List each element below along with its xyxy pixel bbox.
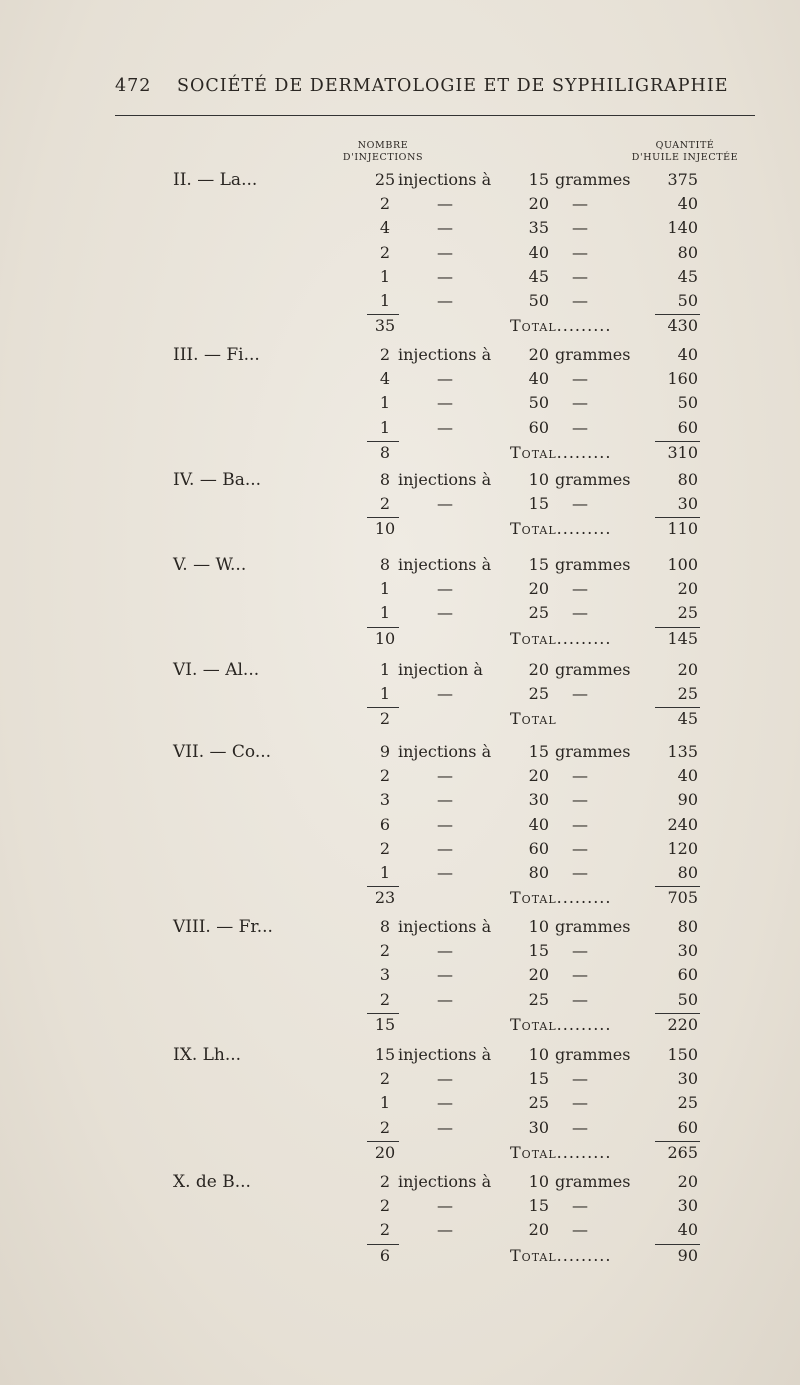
patient-label: VIII. — Fr... <box>173 917 273 937</box>
injection-count: 1 <box>379 291 391 310</box>
ditto-mark: — <box>572 266 588 286</box>
injection-dose: 20 <box>528 345 549 364</box>
table-row <box>0 555 800 579</box>
ditto-mark: — <box>572 1093 588 1113</box>
patient-label: V. — W... <box>173 555 247 575</box>
ditto-mark: — <box>572 1196 588 1216</box>
dose-unit: grammes <box>555 170 631 189</box>
ditto-mark: — <box>437 1093 453 1113</box>
injection-dose: 15 <box>528 742 549 761</box>
sum-rule <box>367 1244 399 1245</box>
table-row <box>0 1220 800 1244</box>
patient-label: VII. — Co... <box>173 742 272 762</box>
total-row <box>0 443 800 467</box>
sum-rule <box>367 1013 399 1014</box>
injection-dose: 50 <box>528 291 549 310</box>
ditto-mark: — <box>572 838 588 858</box>
oil-quantity: 25 <box>677 684 698 704</box>
patient-label: IV. — Ba... <box>173 470 262 490</box>
injection-count: 2 <box>379 1172 391 1191</box>
total-row <box>0 1143 800 1167</box>
ditto-mark: — <box>572 218 588 238</box>
injection-count: 8 <box>379 470 391 489</box>
table-row <box>0 815 800 839</box>
sum-rule <box>367 314 399 315</box>
ditto-mark: — <box>572 965 588 985</box>
injection-dose: 45 <box>528 266 549 286</box>
oil-quantity: 20 <box>677 1172 698 1191</box>
total-count: 15 <box>374 1014 396 1034</box>
ditto-mark: — <box>437 579 453 599</box>
oil-quantity: 40 <box>677 766 698 786</box>
total-quantity: 265 <box>667 1142 698 1162</box>
ditto-mark: — <box>437 417 453 437</box>
injection-count: 2 <box>379 194 391 214</box>
injection-kind: injections à <box>398 555 492 574</box>
total-quantity: 310 <box>667 442 698 462</box>
injection-count: 1 <box>379 603 391 623</box>
injection-dose: 15 <box>528 1069 549 1089</box>
injection-dose: 40 <box>528 369 549 389</box>
ditto-mark: — <box>572 242 588 262</box>
injection-dose: 20 <box>528 766 549 786</box>
dose-unit: grammes <box>555 917 631 936</box>
injection-count: 2 <box>379 1220 391 1240</box>
injection-count: 1 <box>379 1093 391 1113</box>
injection-count: 1 <box>379 579 391 599</box>
patient-label: VI. — Al... <box>173 660 260 680</box>
total-label: Total......... <box>510 1142 612 1162</box>
oil-quantity: 240 <box>667 814 698 834</box>
injection-count: 2 <box>379 766 391 786</box>
injection-count: 15 <box>374 1045 396 1064</box>
injection-dose: 35 <box>528 218 549 238</box>
injection-count: 4 <box>379 218 391 238</box>
table-row <box>0 742 800 766</box>
total-label: Total......... <box>510 316 612 336</box>
column-header-quantity-line1: QUANTITÉ <box>655 140 715 151</box>
injection-dose: 25 <box>528 1093 549 1113</box>
injection-dose: 15 <box>528 941 549 961</box>
ditto-mark: — <box>437 242 453 262</box>
ditto-mark: — <box>437 863 453 882</box>
injection-count: 2 <box>379 989 391 1009</box>
table-row <box>0 917 800 941</box>
sum-rule <box>367 1141 399 1142</box>
ditto-mark: — <box>572 603 588 623</box>
total-count: 10 <box>374 628 396 648</box>
injection-count: 1 <box>379 684 391 704</box>
injection-dose: 40 <box>528 242 549 262</box>
total-row <box>0 888 800 912</box>
total-label: Total......... <box>510 442 612 462</box>
injection-dose: 10 <box>528 1045 549 1064</box>
oil-quantity: 140 <box>667 218 698 238</box>
patient-label: II. — La... <box>173 170 258 190</box>
column-header-count-line1: NOMBRE <box>357 140 409 151</box>
table-row <box>0 267 800 291</box>
total-label: Total......... <box>510 888 612 908</box>
ditto-mark: — <box>437 494 453 514</box>
dose-unit: grammes <box>555 470 631 489</box>
oil-quantity: 80 <box>677 863 698 882</box>
patient-label: X. de B... <box>173 1172 251 1192</box>
dose-unit: grammes <box>555 1045 631 1064</box>
table-row <box>0 684 800 708</box>
table-row <box>0 863 800 887</box>
total-label: Total <box>510 709 557 729</box>
injection-dose: 50 <box>528 393 549 413</box>
table-row <box>0 660 800 684</box>
table-row <box>0 990 800 1014</box>
injection-dose: 20 <box>528 660 549 679</box>
dose-unit: grammes <box>555 742 631 761</box>
ditto-mark: — <box>437 965 453 985</box>
total-count: 8 <box>379 442 391 462</box>
injection-count: 25 <box>374 170 396 189</box>
injection-count: 3 <box>379 790 391 810</box>
column-header-quantity <box>610 140 760 164</box>
sum-rule <box>655 1244 700 1245</box>
table-row <box>0 1093 800 1117</box>
ditto-mark: — <box>437 684 453 704</box>
table-row <box>0 766 800 790</box>
total-count: 10 <box>374 519 396 539</box>
running-title: SOCIÉTÉ DE DERMATOLOGIE ET DE SYPHILIGRAPHIE <box>177 76 729 96</box>
oil-quantity: 40 <box>677 194 698 214</box>
injection-dose: 15 <box>528 170 549 189</box>
table-row <box>0 369 800 393</box>
ditto-mark: — <box>437 266 453 286</box>
injection-count: 2 <box>379 1069 391 1089</box>
injection-kind: injections à <box>398 345 492 364</box>
injection-count: 2 <box>379 494 391 514</box>
injection-dose: 20 <box>528 579 549 599</box>
injection-count: 2 <box>379 941 391 961</box>
injection-count: 2 <box>379 345 391 364</box>
total-quantity: 145 <box>667 628 698 648</box>
ditto-mark: — <box>437 194 453 214</box>
ditto-mark: — <box>437 1117 453 1137</box>
ditto-mark: — <box>437 393 453 413</box>
injection-dose: 20 <box>528 965 549 985</box>
injection-count: 2 <box>379 242 391 262</box>
total-row <box>0 709 800 733</box>
oil-quantity: 100 <box>667 555 698 574</box>
injection-kind: injections à <box>398 170 492 189</box>
column-header-quantity-line2: D'HUILE INJECTÉE <box>631 152 739 163</box>
oil-quantity: 30 <box>677 1196 698 1216</box>
table-row <box>0 218 800 242</box>
patient-label: IX. Lh... <box>173 1045 242 1065</box>
ditto-mark: — <box>437 1069 453 1089</box>
injection-kind: injections à <box>398 470 492 489</box>
ditto-mark: — <box>572 941 588 961</box>
injection-dose: 20 <box>528 1220 549 1240</box>
oil-quantity: 50 <box>677 989 698 1009</box>
oil-quantity: 375 <box>667 170 698 189</box>
injection-count: 1 <box>379 863 391 882</box>
sum-rule <box>655 1141 700 1142</box>
sum-rule <box>655 441 700 442</box>
total-count: 6 <box>379 1245 391 1265</box>
total-quantity: 110 <box>667 519 698 539</box>
ditto-mark: — <box>437 218 453 238</box>
ditto-mark: — <box>572 684 588 704</box>
injection-count: 3 <box>379 965 391 985</box>
injection-dose: 10 <box>528 1172 549 1191</box>
injection-dose: 15 <box>528 494 549 514</box>
ditto-mark: — <box>437 1196 453 1216</box>
ditto-mark: — <box>437 941 453 961</box>
table-row <box>0 1069 800 1093</box>
sum-rule <box>367 517 399 518</box>
injection-dose: 30 <box>528 1117 549 1137</box>
ditto-mark: — <box>572 194 588 214</box>
oil-quantity: 30 <box>677 494 698 514</box>
injection-dose: 10 <box>528 917 549 936</box>
oil-quantity: 40 <box>677 345 698 364</box>
header-rule <box>115 115 755 116</box>
injection-count: 6 <box>379 814 391 834</box>
total-quantity: 220 <box>667 1014 698 1034</box>
injection-dose: 25 <box>528 989 549 1009</box>
table-row <box>0 1172 800 1196</box>
running-header <box>115 76 729 102</box>
oil-quantity: 45 <box>677 266 698 286</box>
sum-rule <box>655 517 700 518</box>
ditto-mark: — <box>437 989 453 1009</box>
total-label: Total......... <box>510 1014 612 1034</box>
ditto-mark: — <box>572 790 588 810</box>
total-quantity: 430 <box>667 316 698 336</box>
sum-rule <box>367 627 399 628</box>
oil-quantity: 20 <box>677 660 698 679</box>
ditto-mark: — <box>572 291 588 310</box>
table-row <box>0 790 800 814</box>
table-row <box>0 965 800 989</box>
total-label: Total......... <box>510 1245 612 1265</box>
table-row <box>0 470 800 494</box>
injection-kind: injections à <box>398 742 492 761</box>
injection-count: 8 <box>379 555 391 574</box>
ditto-mark: — <box>437 603 453 623</box>
injection-count: 2 <box>379 838 391 858</box>
oil-quantity: 160 <box>667 369 698 389</box>
total-quantity: 45 <box>677 709 698 729</box>
total-row <box>0 519 800 543</box>
total-count: 2 <box>379 709 391 729</box>
table-row <box>0 243 800 267</box>
table-row <box>0 1045 800 1069</box>
ditto-mark: — <box>572 1220 588 1240</box>
ditto-mark: — <box>572 1117 588 1137</box>
injection-dose: 15 <box>528 555 549 574</box>
oil-quantity: 135 <box>667 742 698 761</box>
ditto-mark: — <box>572 814 588 834</box>
ditto-mark: — <box>437 291 453 310</box>
oil-quantity: 40 <box>677 1220 698 1240</box>
oil-quantity: 50 <box>677 291 698 310</box>
injection-count: 1 <box>379 660 391 679</box>
table-row <box>0 579 800 603</box>
table-row <box>0 603 800 627</box>
page-number: 472 <box>115 76 152 96</box>
sum-rule <box>367 707 399 708</box>
dose-unit: grammes <box>555 345 631 364</box>
oil-quantity: 60 <box>677 965 698 985</box>
table-row <box>0 393 800 417</box>
table-row <box>0 494 800 518</box>
ditto-mark: — <box>572 766 588 786</box>
injection-kind: injection à <box>398 660 483 679</box>
total-row <box>0 316 800 340</box>
injection-kind: injections à <box>398 1172 492 1191</box>
table-row <box>0 170 800 194</box>
oil-quantity: 90 <box>677 790 698 810</box>
ditto-mark: — <box>572 579 588 599</box>
sum-rule <box>367 886 399 887</box>
injection-count: 1 <box>379 266 391 286</box>
ditto-mark: — <box>437 814 453 834</box>
table-row <box>0 839 800 863</box>
table-row <box>0 941 800 965</box>
ditto-mark: — <box>572 989 588 1009</box>
table-row <box>0 291 800 315</box>
total-count: 23 <box>374 888 396 908</box>
patient-label: III. — Fi... <box>173 345 260 365</box>
injection-count: 8 <box>379 917 391 936</box>
sum-rule <box>367 441 399 442</box>
oil-quantity: 80 <box>677 470 698 489</box>
dose-unit: grammes <box>555 555 631 574</box>
total-label: Total......... <box>510 628 612 648</box>
ditto-mark: — <box>437 766 453 786</box>
column-header-count <box>338 140 428 164</box>
oil-quantity: 25 <box>677 603 698 623</box>
injection-dose: 20 <box>528 194 549 214</box>
total-quantity: 705 <box>667 888 698 908</box>
injection-count: 9 <box>379 742 391 761</box>
injection-dose: 60 <box>528 838 549 858</box>
injection-dose: 25 <box>528 684 549 704</box>
table-row <box>0 418 800 442</box>
injection-dose: 25 <box>528 603 549 623</box>
oil-quantity: 60 <box>677 417 698 437</box>
table-row <box>0 345 800 369</box>
injection-dose: 10 <box>528 470 549 489</box>
sum-rule <box>655 886 700 887</box>
total-row <box>0 1015 800 1039</box>
dose-unit: grammes <box>555 660 631 679</box>
table-row <box>0 1196 800 1220</box>
table-row <box>0 194 800 218</box>
total-quantity: 90 <box>677 1245 698 1265</box>
ditto-mark: — <box>437 1220 453 1240</box>
table-row <box>0 1118 800 1142</box>
injection-count: 2 <box>379 1117 391 1137</box>
sum-rule <box>655 314 700 315</box>
column-header-count-line2: D'INJECTIONS <box>342 152 424 163</box>
sum-rule <box>655 1013 700 1014</box>
injection-dose: 40 <box>528 814 549 834</box>
injection-dose: 60 <box>528 417 549 437</box>
oil-quantity: 25 <box>677 1093 698 1113</box>
ditto-mark: — <box>437 838 453 858</box>
injection-dose: 30 <box>528 790 549 810</box>
dose-unit: grammes <box>555 1172 631 1191</box>
injection-count: 1 <box>379 417 391 437</box>
ditto-mark: — <box>572 393 588 413</box>
injection-dose: 80 <box>528 863 549 882</box>
injection-dose: 15 <box>528 1196 549 1216</box>
injection-kind: injections à <box>398 917 492 936</box>
oil-quantity: 20 <box>677 579 698 599</box>
ditto-mark: — <box>437 369 453 389</box>
total-row <box>0 1246 800 1270</box>
ditto-mark: — <box>437 790 453 810</box>
total-count: 20 <box>374 1142 396 1162</box>
oil-quantity: 150 <box>667 1045 698 1064</box>
oil-quantity: 30 <box>677 941 698 961</box>
injection-count: 4 <box>379 369 391 389</box>
ditto-mark: — <box>572 417 588 437</box>
oil-quantity: 60 <box>677 1117 698 1137</box>
injection-count: 2 <box>379 1196 391 1216</box>
injection-kind: injections à <box>398 1045 492 1064</box>
ditto-mark: — <box>572 494 588 514</box>
total-label: Total......... <box>510 519 612 539</box>
sum-rule <box>655 627 700 628</box>
sum-rule <box>655 707 700 708</box>
total-row <box>0 629 800 653</box>
ditto-mark: — <box>572 863 588 882</box>
ditto-mark: — <box>572 369 588 389</box>
oil-quantity: 50 <box>677 393 698 413</box>
oil-quantity: 120 <box>667 838 698 858</box>
oil-quantity: 80 <box>677 917 698 936</box>
oil-quantity: 80 <box>677 242 698 262</box>
oil-quantity: 30 <box>677 1069 698 1089</box>
total-count: 35 <box>374 316 396 336</box>
injection-count: 1 <box>379 393 391 413</box>
ditto-mark: — <box>572 1069 588 1089</box>
